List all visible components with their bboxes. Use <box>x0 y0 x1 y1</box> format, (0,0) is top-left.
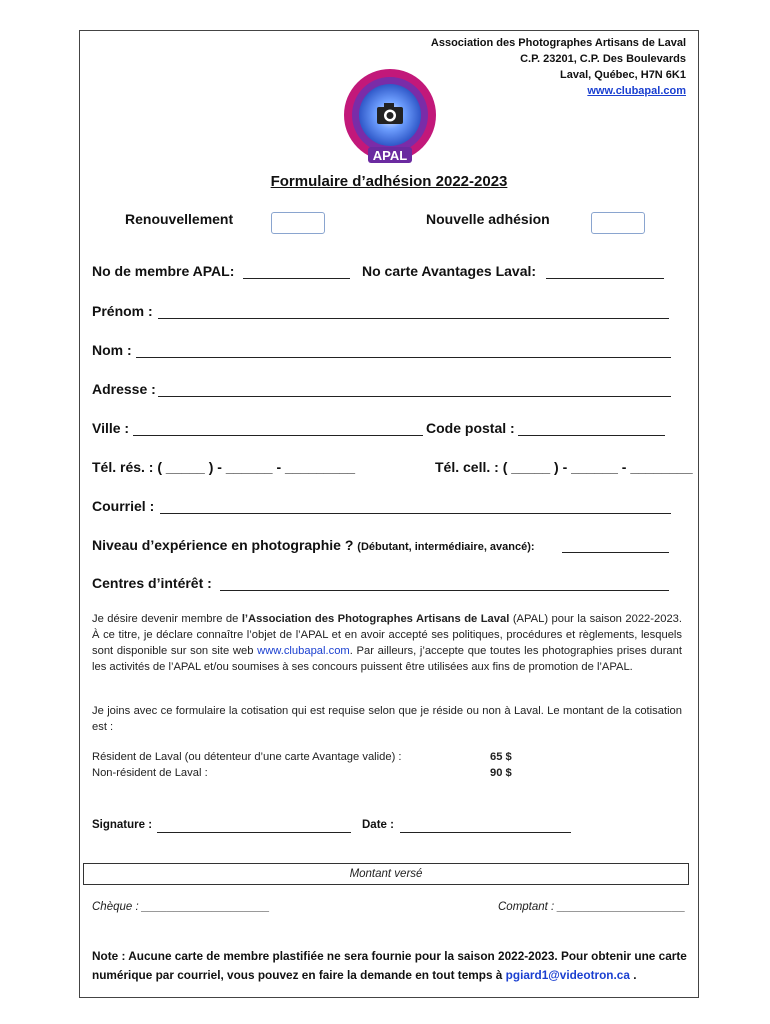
courriel-label: Courriel : <box>92 498 155 514</box>
tel-res-field[interactable]: Tél. rés. : ( _____ ) - ______ - _________ <box>92 459 356 475</box>
tel-cell-field[interactable]: Tél. cell. : ( _____ ) - ______ - ________ <box>435 459 693 475</box>
org-header <box>431 35 686 99</box>
renouvellement-label: Renouvellement <box>125 211 234 227</box>
prenom-field[interactable] <box>158 318 669 319</box>
comptant-field[interactable]: Comptant : ____________________ <box>498 901 686 913</box>
form-title: Formulaire d’adhésion 2022-2023 <box>270 173 508 190</box>
montant-verse-header: Montant versé <box>83 863 689 885</box>
nom-label: Nom : <box>92 342 132 358</box>
centres-label: Centres d’intérêt : <box>92 575 212 591</box>
nom-field[interactable] <box>136 357 671 358</box>
org-address-2: Laval, Québec, H7N 6K1 <box>560 69 686 81</box>
nonresident-label: Non-résident de Laval : <box>92 767 208 779</box>
logo-text: APAL <box>372 148 408 163</box>
signature-field[interactable] <box>157 832 351 833</box>
adresse-field[interactable] <box>158 396 671 397</box>
ville-label: Ville : <box>92 420 130 436</box>
signature-label: Signature : <box>92 819 153 831</box>
ville-field[interactable] <box>133 435 423 436</box>
clubapal-link[interactable]: www.clubapal.com <box>257 645 350 657</box>
cotisation-paragraph: Je joins avec ce formulaire la cotisation qui est requise selon que je réside ou non à Laval. Le montant de la cotisation est : <box>92 705 682 733</box>
prenom-label: Prénom : <box>92 303 153 319</box>
org-address-1: C.P. 23201, C.P. Des Boulevards <box>520 53 686 65</box>
niveau-label: Niveau d’expérience en photographie ? (Débutant, intermédiaire, avancé): <box>92 537 535 553</box>
renouvellement-checkbox[interactable] <box>271 212 325 234</box>
apal-logo <box>340 67 440 167</box>
courriel-field[interactable] <box>160 513 671 514</box>
nouvelle-adhesion-label: Nouvelle adhésion <box>426 211 550 227</box>
resident-amount: 65 $ <box>490 751 512 763</box>
date-field[interactable] <box>400 832 571 833</box>
nouvelle-adhesion-checkbox[interactable] <box>591 212 645 234</box>
form-page <box>79 30 699 998</box>
niveau-field[interactable] <box>562 552 669 553</box>
website-link[interactable]: www.clubapal.com <box>587 85 686 97</box>
code-postal-label: Code postal : <box>426 420 515 436</box>
nonresident-amount: 90 $ <box>490 767 512 779</box>
org-name-bold: l’Association des Photographes Artisans de Laval <box>241 613 510 625</box>
centres-field[interactable] <box>220 590 669 591</box>
membership-declaration: Je désire devenir membre de l’Association des Photographes Artisans de Laval (APAL) pour la saison 2022-2023. À ce titre, je déclare connaître l’objet de l’APAL et en avoir accepté ses politiques, procédures et règlements, lesquels sont disponible sur son site web www.clubapal.com. Par ailleurs, j’accepte que toutes les photographies prises durant les activités de l’APAL et/ou soumises à ses concours puissent être utilisées aux fins de promotion de l’APAL. <box>92 613 682 673</box>
no-membre-field[interactable] <box>243 278 350 279</box>
resident-label: Résident de Laval (ou détenteur d’une carte Avantage valide) : <box>92 751 402 763</box>
niveau-hint: (Débutant, intermédiaire, avancé): <box>357 541 535 553</box>
no-carte-field[interactable] <box>546 278 664 279</box>
note-paragraph: Note : Aucune carte de membre plastifiée ne sera fournie pour la saison 2022-2023. Pour obtenir une carte numérique par courriel, vous pouvez en faire la demande en tout temps à pgiard1@videotron.ca . <box>92 949 687 982</box>
org-name: Association des Photographes Artisans de Laval <box>430 37 686 49</box>
date-label: Date : <box>362 819 394 831</box>
no-membre-label: No de membre APAL: <box>92 263 235 279</box>
code-postal-field[interactable] <box>518 435 665 436</box>
adresse-label: Adresse : <box>92 381 156 397</box>
no-carte-label: No carte Avantages Laval: <box>362 263 537 279</box>
cheque-field[interactable]: Chèque : ____________________ <box>92 901 270 913</box>
email-link[interactable]: pgiard1@videotron.ca <box>505 968 630 982</box>
